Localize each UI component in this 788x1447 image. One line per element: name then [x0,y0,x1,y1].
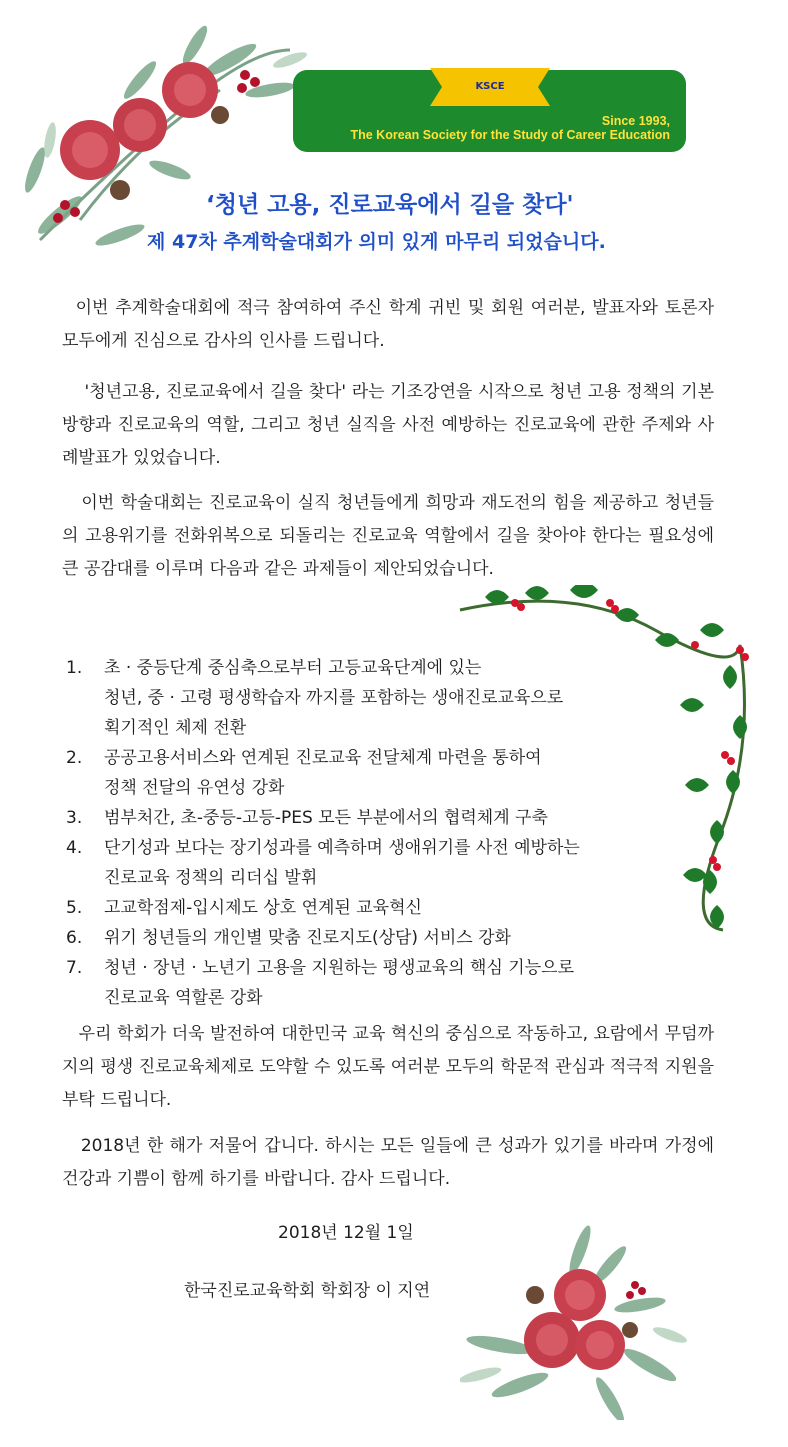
signature: 한국진로교육학회 학회장 이 지연 [184,1281,431,1301]
ksce-badge-label: KSCE [475,81,505,92]
list-item [66,803,706,833]
list-item-number: 3. [66,808,83,828]
list-item-text: 공공고용서비스와 연계된 진로교육 전달체계 마련을 통하여 [104,748,542,768]
list-item-text: 초 · 중등단계 중심축으로부터 고등교육단계에 있는 [104,658,482,678]
task-list [66,653,706,1013]
list-item-text: 위기 청년들의 개인별 맞춤 진로지도(상담) 서비스 강화 [104,928,511,948]
list-item-number: 4. [66,838,83,858]
list-item-number: 5. [66,898,83,918]
list-item-number: 1. [66,658,83,678]
list-item [66,833,706,893]
society-name: The Korean Society for the Study of Career Education [350,128,670,142]
list-item-number: 2. [66,748,83,768]
greeting-paragraph: 2018년 한 해가 저물어 갑니다. 하시는 모든 일들에 큰 성과가 있기를 바라며 가정에 건강과 기쁨이 함께 하기를 바랍니다. 감사 드립니다. [62,1136,714,1189]
list-item-number: 7. [66,958,83,978]
list-item-text: 청년 · 장년 · 노년기 고용을 지원하는 평생교육의 핵심 기능으로 [104,958,574,978]
list-item-text: 정책 전달의 유연성 강화 [104,778,285,798]
page-title: ‘청년 고용, 진로교육에서 길을 찾다' [206,192,574,218]
floral-bouquet-bottom-right-icon [460,1225,690,1420]
intro-paragraph: 이번 추계학술대회에 적극 참여하여 주신 학계 귀빈 및 회원 여러분, 발표자와 토론자 모두에게 진심으로 감사의 인사를 드립니다. [62,298,714,351]
list-item-number: 6. [66,928,83,948]
appeal-paragraph: 우리 학회가 더욱 발전하여 대한민국 교육 혁신의 중심으로 작동하고, 요람에서 무덤까지의 평생 진로교육체제로 도약할 수 있도록 여러분 모두의 학문적 관심과 적극적 지원을 부탁 드립니다. [62,1024,714,1110]
list-item-text: 범부처간, 초-중등-고등-PES 모든 부분에서의 협력체계 구축 [104,808,548,828]
list-item [66,743,706,803]
ksce-badge [430,68,550,110]
list-item [66,893,706,923]
since-year: Since 1993, [601,114,670,128]
list-item [66,653,706,743]
list-item-text: 고교학점제-입시제도 상호 연계된 교육혁신 [104,898,422,918]
list-item-text: 단기성과 보다는 장기성과를 예측하며 생애위기를 사전 예방하는 [104,838,580,858]
list-item-text: 진로교육 역할론 강화 [104,988,263,1008]
letter-date: 2018년 12월 1일 [278,1223,414,1243]
conclusion-paragraph: 이번 학술대회는 진로교육이 실직 청년들에게 희망과 재도전의 힘을 제공하고 청년들의 고용위기를 전화위복으로 되돌리는 진로교육 역할에서 길을 찾아야 한다는 필요성에 큰 공감대를 이루며 다음과 같은 과제들이 제안되었습니다. [62,493,714,579]
list-item-text: 획기적인 체제 전환 [104,718,247,738]
list-item [66,923,706,953]
list-item [66,953,706,1013]
page-subtitle: 제 47차 추계학술대회가 의미 있게 마무리 되었습니다. [147,231,606,253]
floral-wreath-top-left-icon [20,20,310,255]
list-item-text: 진로교육 정책의 리더십 발휘 [104,868,318,888]
list-item-text: 청년, 중 · 고령 평생학습자 까지를 포함하는 생애진로교육으로 [104,688,564,708]
keynote-paragraph: '청년고용, 진로교육에서 길을 찾다' 라는 기조강연을 시작으로 청년 고용 정책의 기본방향과 진로교육의 역할, 그리고 청년 실직을 사전 예방하는 진로교육에 관한 주제와 사례발표가 있었습니다. [62,382,714,468]
